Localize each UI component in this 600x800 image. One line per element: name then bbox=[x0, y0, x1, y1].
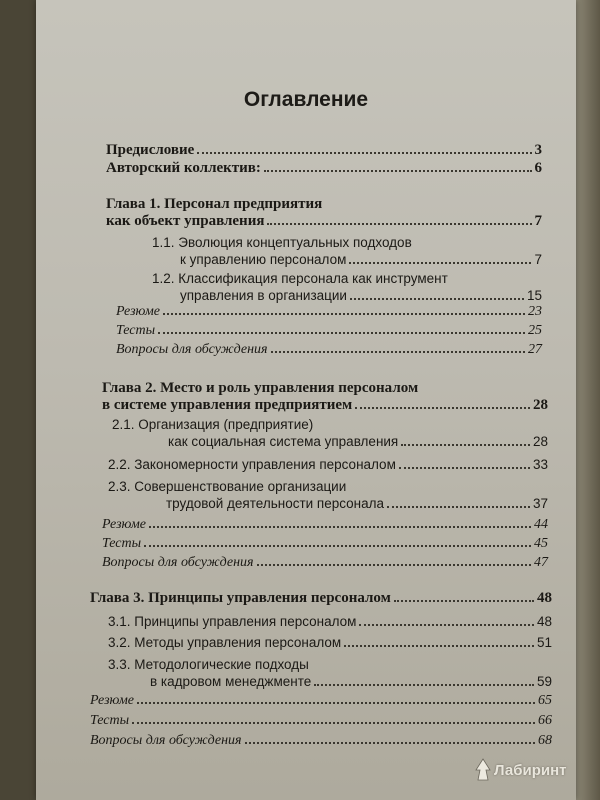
book-page bbox=[36, 0, 576, 800]
toc-entry-questions-3: Вопросы для обсуждения 68 bbox=[90, 733, 552, 748]
toc-chapter-1: Глава 1. Персонал предприятия как объект управления 7 bbox=[106, 196, 542, 229]
labyrinth-logo-icon bbox=[474, 758, 492, 782]
toc-entry-tests-3: Тесты 66 bbox=[90, 713, 552, 728]
page-title: Оглавление bbox=[243, 88, 369, 111]
toc-entry-summary-1: Резюме 23 bbox=[116, 304, 542, 319]
toc-entry-authors: Авторский коллектив: 6 bbox=[106, 160, 542, 176]
toc-entry-tests-2: Тесты 45 bbox=[102, 536, 548, 551]
toc-chapter-2: Глава 2. Место и роль управления персоналом в системе управления предприятием 28 bbox=[102, 380, 548, 413]
toc-entry-questions-1: Вопросы для обсуждения 27 bbox=[116, 342, 542, 357]
toc-chapter-3: Глава 3. Принципы управления персоналом 48 bbox=[90, 590, 552, 606]
adjacent-page-edge bbox=[576, 0, 600, 800]
toc-entry-questions-2: Вопросы для обсуждения 47 bbox=[102, 555, 548, 570]
watermark-logo bbox=[474, 758, 567, 782]
toc-entry-summary-2: Резюме 44 bbox=[102, 517, 548, 532]
toc-section-1-2: 1.2. Классификация персонала как инструмент управления в организации 15 bbox=[152, 271, 542, 303]
toc-section-2-1: 2.1. Организация (предприятие) как социальная система управления 28 bbox=[112, 417, 548, 449]
toc-entry-tests-1: Тесты 25 bbox=[116, 323, 542, 338]
toc-entry-preface: Предисловие 3 bbox=[106, 142, 542, 158]
toc-section-3-2: 3.2. Методы управления персоналом 51 bbox=[108, 635, 552, 650]
toc-section-2-2: 2.2. Закономерности управления персоналом 33 bbox=[108, 457, 548, 472]
toc-section-1-1: 1.1. Эволюция концептуальных подходов к управлению персоналом 7 bbox=[152, 235, 542, 267]
toc-section-3-1: 3.1. Принципы управления персоналом 48 bbox=[108, 614, 552, 629]
toc-entry-summary-3: Резюме 65 bbox=[90, 693, 552, 708]
watermark-text: Лабиринт bbox=[494, 761, 567, 779]
toc-section-2-3: 2.3. Совершенствование организации трудовой деятельности персонала 37 bbox=[108, 479, 548, 511]
toc-section-3-3: 3.3. Методологические подходы в кадровом менеджменте 59 bbox=[108, 657, 552, 689]
